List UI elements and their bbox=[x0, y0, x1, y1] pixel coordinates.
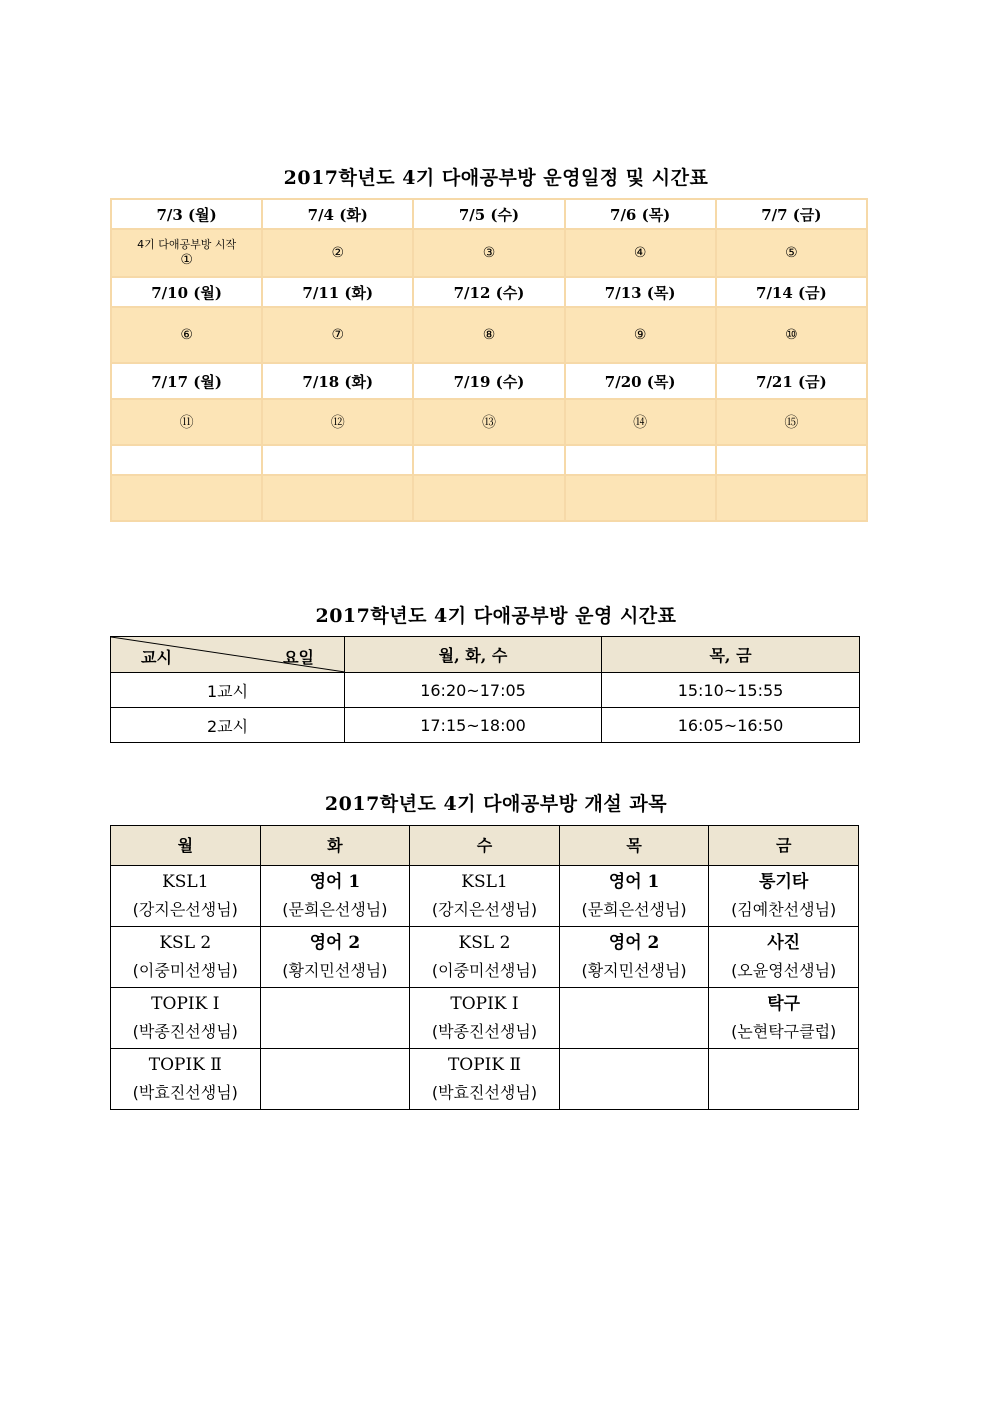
date-cell: 7/17 (월) bbox=[111, 363, 262, 399]
session-cell: ⑩ bbox=[716, 307, 867, 363]
course-name: 영어 1 bbox=[608, 872, 660, 892]
date-cell: 7/14 (금) bbox=[716, 277, 867, 307]
schedule-empty-row bbox=[111, 445, 867, 475]
date-cell: 7/19 (수) bbox=[413, 363, 564, 399]
schedule-empty-row bbox=[111, 475, 867, 521]
course-cell bbox=[260, 866, 410, 927]
course-teacher: (박효진선생님) bbox=[431, 1083, 538, 1102]
course-cell bbox=[260, 988, 410, 1049]
schedule-session-row bbox=[111, 229, 867, 277]
session-number: ① bbox=[180, 252, 193, 268]
course-cell bbox=[111, 1049, 261, 1110]
time-cell: 16:05~16:50 bbox=[602, 708, 860, 743]
start-note: 4기 다애공부방 시작 bbox=[137, 238, 237, 251]
course-name: KSL1 bbox=[461, 872, 508, 892]
courses-title: 2017학년도 4기 다애공부방 개설 과목 bbox=[324, 793, 668, 815]
course-cell bbox=[410, 1049, 560, 1110]
course-teacher: (김예찬선생님) bbox=[731, 900, 837, 919]
course-teacher: (강지은선생님) bbox=[431, 900, 538, 919]
course-cell bbox=[260, 927, 410, 988]
courses-header-row bbox=[111, 826, 859, 866]
course-name: TOPIK Ⅰ bbox=[450, 994, 519, 1014]
course-cell bbox=[111, 927, 261, 988]
course-teacher: (오윤영선생님) bbox=[731, 961, 837, 980]
session-cell bbox=[111, 229, 262, 277]
date-cell: 7/10 (월) bbox=[111, 277, 262, 307]
schedule-title: 2017학년도 4기 다애공부방 운영일정 및 시간표 bbox=[283, 167, 709, 189]
course-cell bbox=[559, 927, 709, 988]
course-name: 탁구 bbox=[767, 994, 801, 1014]
date-cell: 7/6 (목) bbox=[565, 199, 716, 229]
course-name: KSL1 bbox=[162, 872, 209, 892]
hours-table bbox=[110, 636, 860, 743]
day-header: 화 bbox=[260, 826, 410, 866]
date-cell: 7/21 (금) bbox=[716, 363, 867, 399]
session-cell: ⑦ bbox=[262, 307, 413, 363]
corner-period-label: 교시 bbox=[141, 648, 172, 667]
date-cell: 7/4 (화) bbox=[262, 199, 413, 229]
session-cell: ⑬ bbox=[413, 399, 564, 445]
course-name: 영어 2 bbox=[309, 933, 361, 953]
empty-cell bbox=[262, 475, 413, 521]
empty-cell bbox=[262, 445, 413, 475]
course-row bbox=[111, 988, 859, 1049]
date-cell: 7/18 (화) bbox=[262, 363, 413, 399]
date-cell: 7/12 (수) bbox=[413, 277, 564, 307]
course-name: KSL 2 bbox=[458, 933, 511, 953]
session-cell: ④ bbox=[565, 229, 716, 277]
empty-cell bbox=[111, 475, 262, 521]
course-cell bbox=[709, 866, 859, 927]
empty-cell bbox=[565, 475, 716, 521]
schedule-date-row bbox=[111, 199, 867, 229]
hours-header: 목, 금 bbox=[602, 637, 860, 673]
hours-header: 월, 화, 수 bbox=[345, 637, 602, 673]
day-header: 수 bbox=[410, 826, 560, 866]
course-name: TOPIK Ⅱ bbox=[447, 1055, 522, 1075]
session-cell: ⑥ bbox=[111, 307, 262, 363]
course-cell bbox=[260, 1049, 410, 1110]
date-cell: 7/7 (금) bbox=[716, 199, 867, 229]
empty-cell bbox=[413, 445, 564, 475]
courses-table bbox=[110, 825, 859, 1110]
schedule-table bbox=[110, 198, 868, 522]
course-cell bbox=[559, 866, 709, 927]
date-cell: 7/11 (화) bbox=[262, 277, 413, 307]
period-cell: 2교시 bbox=[111, 708, 345, 743]
date-cell: 7/20 (목) bbox=[565, 363, 716, 399]
schedule-date-row bbox=[111, 363, 867, 399]
course-name: 사진 bbox=[767, 933, 801, 953]
session-cell: ② bbox=[262, 229, 413, 277]
hours-header-row bbox=[111, 637, 860, 673]
session-cell: ⑧ bbox=[413, 307, 564, 363]
course-cell bbox=[709, 988, 859, 1049]
schedule-session-row bbox=[111, 399, 867, 445]
date-cell: 7/3 (월) bbox=[111, 199, 262, 229]
hours-row bbox=[111, 708, 860, 743]
course-name: TOPIK Ⅱ bbox=[148, 1055, 222, 1075]
time-cell: 17:15~18:00 bbox=[345, 708, 602, 743]
session-cell: ⑫ bbox=[262, 399, 413, 445]
course-teacher: (박종진선생님) bbox=[431, 1022, 538, 1041]
course-name: 통기타 bbox=[759, 872, 809, 892]
course-teacher: (박종진선생님) bbox=[132, 1022, 238, 1041]
course-row bbox=[111, 1049, 859, 1110]
course-cell bbox=[559, 1049, 709, 1110]
course-teacher: (강지은선생님) bbox=[132, 900, 238, 919]
course-teacher: (논현탁구클럽) bbox=[731, 1022, 837, 1041]
course-name: KSL 2 bbox=[159, 933, 212, 953]
course-row bbox=[111, 866, 859, 927]
period-cell: 1교시 bbox=[111, 673, 345, 708]
session-cell: ⑨ bbox=[565, 307, 716, 363]
day-header: 금 bbox=[709, 826, 859, 866]
empty-cell bbox=[565, 445, 716, 475]
course-cell bbox=[111, 988, 261, 1049]
course-teacher: (이중미선생님) bbox=[431, 961, 538, 980]
empty-cell bbox=[413, 475, 564, 521]
date-cell: 7/13 (목) bbox=[565, 277, 716, 307]
course-teacher: (박효진선생님) bbox=[132, 1083, 238, 1102]
course-teacher: (이중미선생님) bbox=[132, 961, 238, 980]
course-cell bbox=[709, 927, 859, 988]
session-cell: ⑪ bbox=[111, 399, 262, 445]
empty-cell bbox=[716, 475, 867, 521]
corner-day-label: 요일 bbox=[283, 648, 314, 667]
session-cell: ③ bbox=[413, 229, 564, 277]
schedule-date-row bbox=[111, 277, 867, 307]
session-cell: ⑤ bbox=[716, 229, 867, 277]
course-row bbox=[111, 927, 859, 988]
empty-cell bbox=[716, 445, 867, 475]
course-teacher: (황지민선생님) bbox=[282, 961, 388, 980]
empty-cell bbox=[111, 445, 262, 475]
session-cell: ⑮ bbox=[716, 399, 867, 445]
date-cell: 7/5 (수) bbox=[413, 199, 564, 229]
course-cell bbox=[709, 1049, 859, 1110]
course-name: 영어 2 bbox=[608, 933, 660, 953]
day-header: 월 bbox=[111, 826, 261, 866]
time-cell: 15:10~15:55 bbox=[602, 673, 860, 708]
time-cell: 16:20~17:05 bbox=[345, 673, 602, 708]
course-cell bbox=[111, 866, 261, 927]
day-header: 목 bbox=[559, 826, 709, 866]
corner-cell bbox=[111, 637, 345, 673]
hours-title: 2017학년도 4기 다애공부방 운영 시간표 bbox=[315, 605, 677, 627]
course-name: 영어 1 bbox=[309, 872, 361, 892]
session-cell: ⑭ bbox=[565, 399, 716, 445]
course-teacher: (황지민선생님) bbox=[581, 961, 687, 980]
hours-row bbox=[111, 673, 860, 708]
course-teacher: (문희은선생님) bbox=[581, 900, 687, 919]
course-teacher: (문희은선생님) bbox=[282, 900, 388, 919]
schedule-session-row bbox=[111, 307, 867, 363]
course-cell bbox=[559, 988, 709, 1049]
course-name: TOPIK Ⅰ bbox=[151, 994, 220, 1014]
course-cell bbox=[410, 988, 560, 1049]
course-cell bbox=[410, 866, 560, 927]
course-cell bbox=[410, 927, 560, 988]
